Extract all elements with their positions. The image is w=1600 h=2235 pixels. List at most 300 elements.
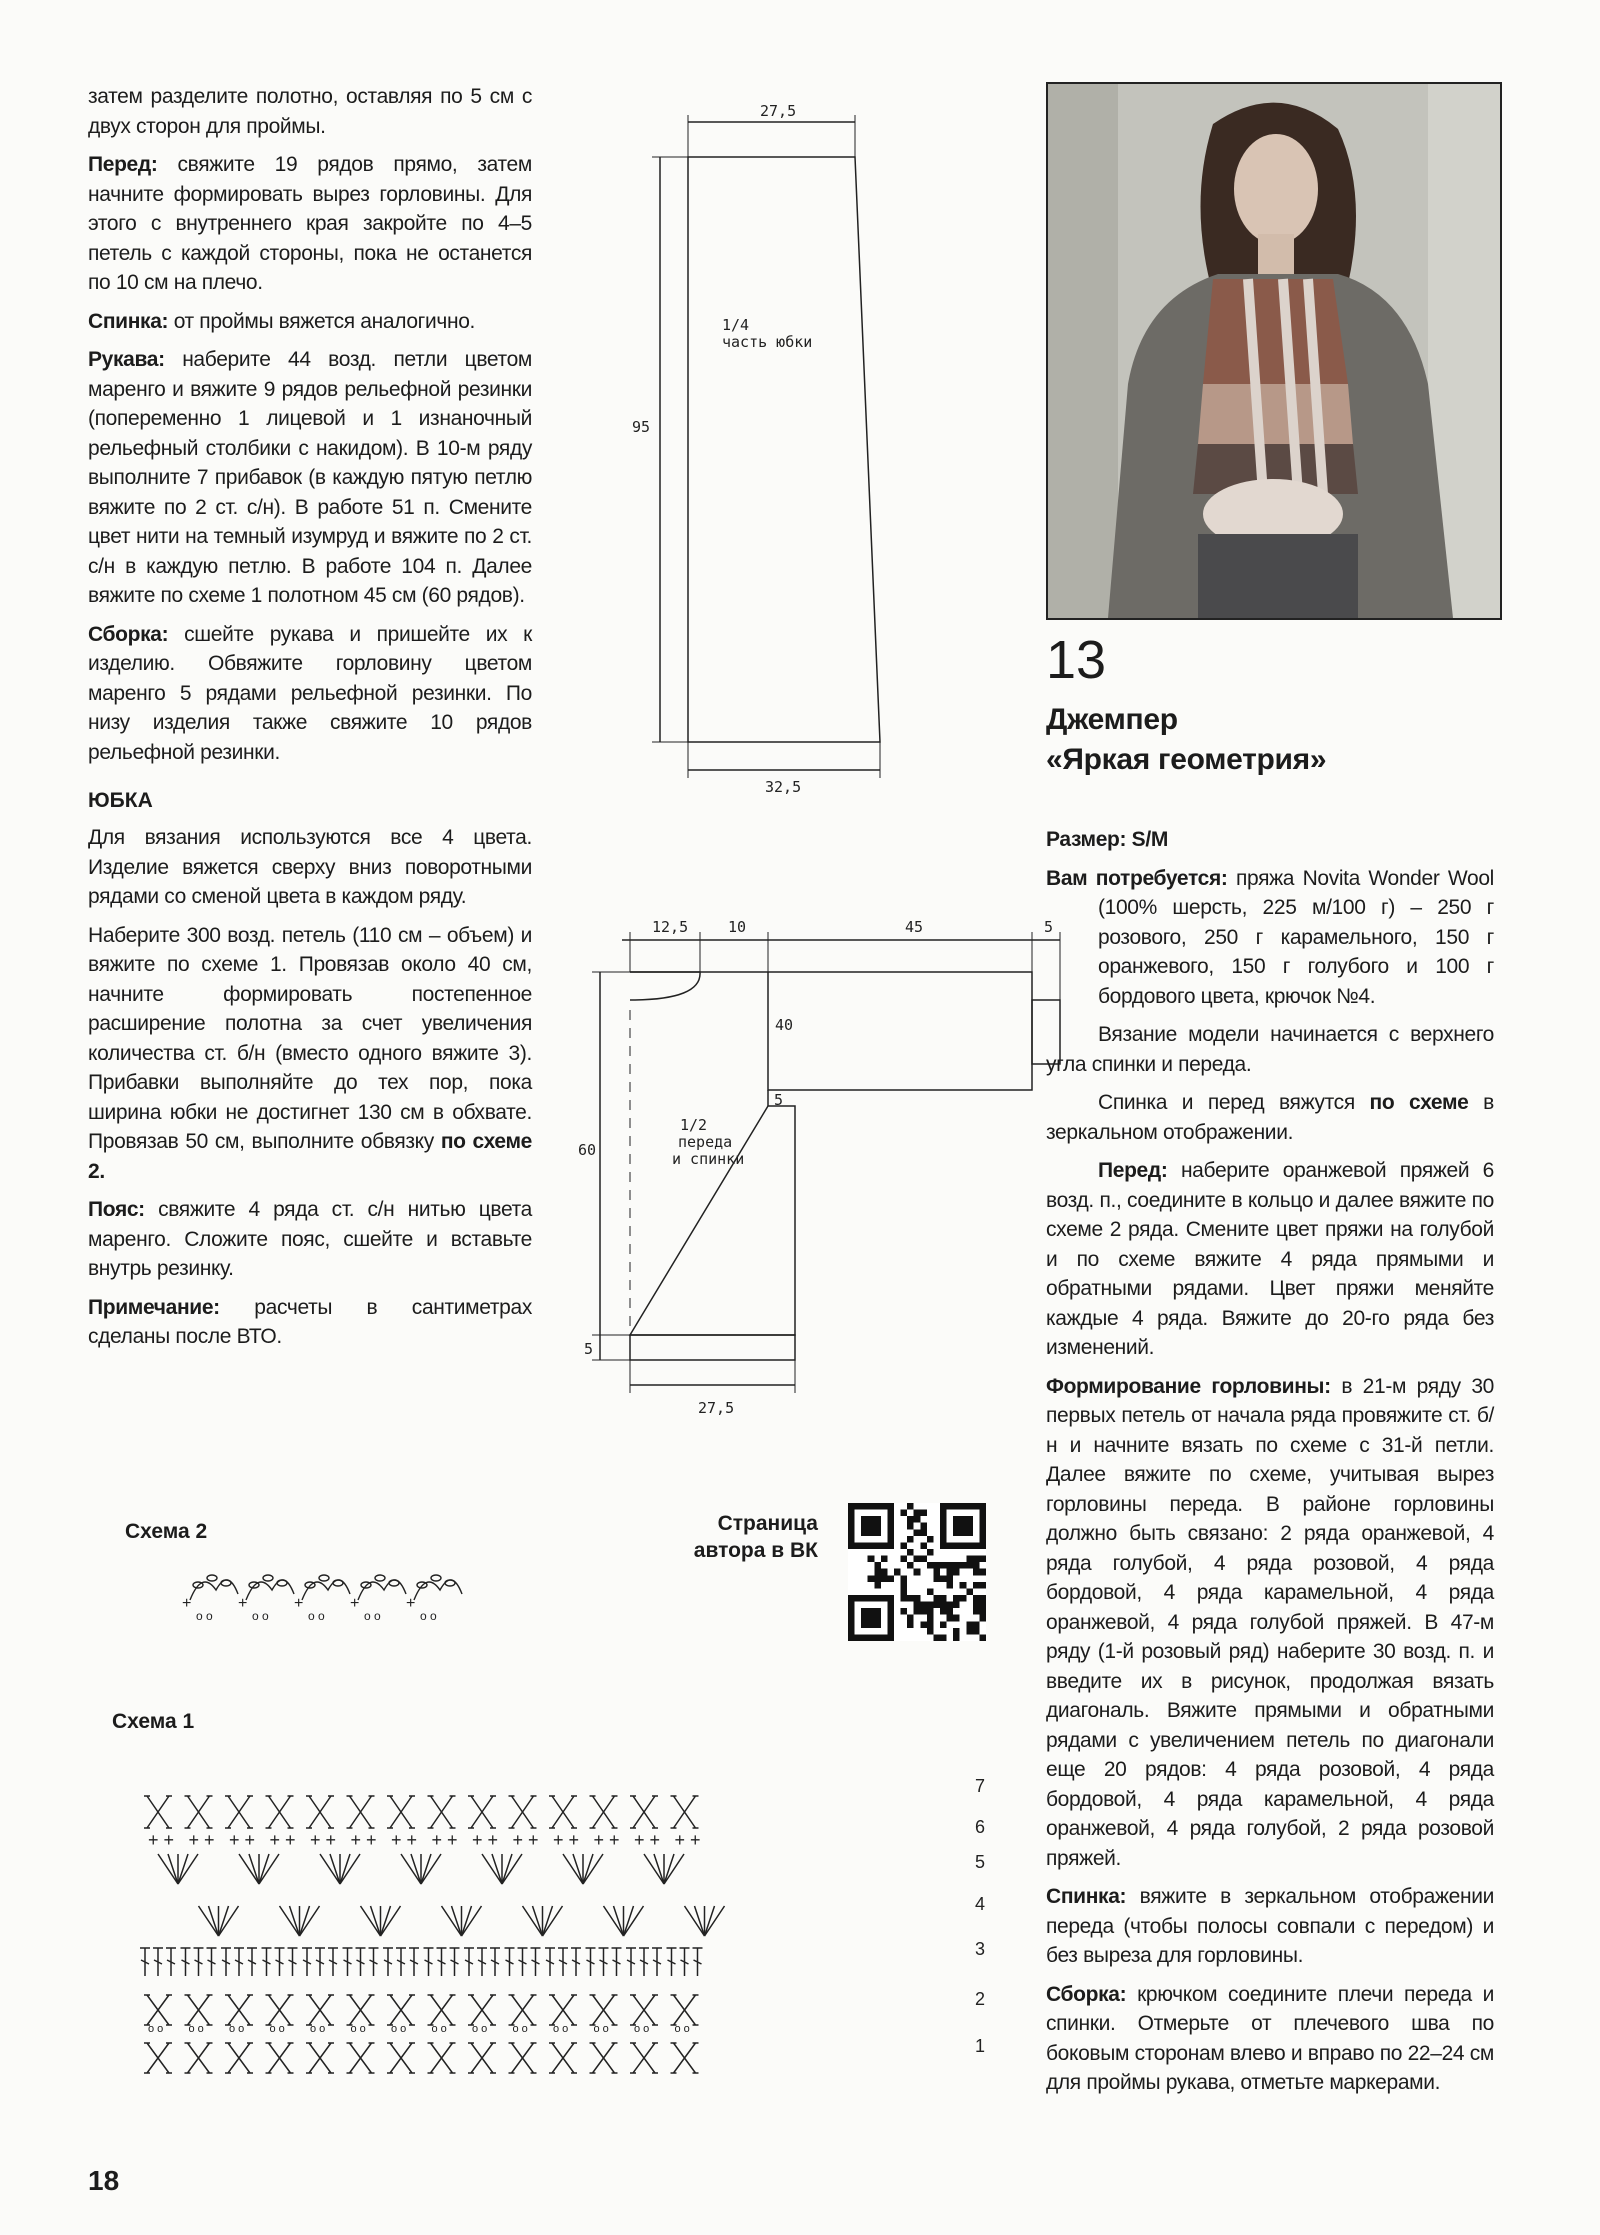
dc-symbol	[464, 1948, 474, 1976]
crossed-dc-symbol	[347, 1995, 375, 2025]
qr-module	[953, 1628, 960, 1635]
qr-module	[966, 1628, 973, 1635]
paragraph: Вязание модели начинается с верхнего угла спинки и переда.	[1046, 1023, 1494, 1076]
dc-symbol	[626, 1948, 636, 1976]
chain-symbol: o o	[269, 2023, 285, 2035]
qr-module	[973, 1569, 980, 1576]
crossed-dc-symbol	[509, 1796, 537, 1828]
qr-module	[907, 1503, 914, 1510]
dim-height: 95	[632, 418, 651, 436]
qr-module	[914, 1602, 921, 1609]
dc-symbol	[477, 1948, 487, 1976]
fan-stitch-symbol	[533, 1906, 543, 1936]
skirt-outline	[688, 157, 880, 742]
size-value: S/M	[1131, 828, 1168, 851]
chain-symbol	[319, 1575, 329, 1581]
chain-symbol: o o	[229, 2023, 245, 2035]
sc-symbol: +	[238, 1595, 248, 1612]
sc-symbol: + +	[269, 1830, 296, 1850]
text: свяжите 19 рядов прямо, затем начните формировать вырез горловины. Для этого с внутреннего края закройте по 4–5 петель с каждой стороны, пока не останется по 10 см на плечо.	[88, 153, 532, 294]
qr-module	[907, 1549, 914, 1556]
qr-module	[947, 1575, 954, 1582]
row-number: 5	[975, 1852, 986, 1872]
qr-module	[907, 1516, 914, 1523]
fan-stitch-symbol	[583, 1854, 603, 1884]
qr-module	[901, 1588, 908, 1595]
qr-module	[947, 1608, 954, 1615]
dc-symbol	[369, 1948, 379, 1976]
qr-module	[979, 1634, 986, 1641]
dc-symbol	[450, 1948, 460, 1976]
qr-module	[927, 1588, 934, 1595]
text: наберите 44 возд. петли цветом маренго и вяжите 9 рядов рельефной резинки (попеременно 1 лицевой и 1 изнаночный рельефный столбики с накидом). В 10-м ряду выполните 7 прибавок (в каждую пятую петлю вяжите по 2 ст. с/н). В работе 51 п. Смените цвет нити на темный изумруд и вяжите по 2 ст. с/н в каждую петлю. В работе 104 п. Далее вяжите по схеме 1 полотном 45 см (60 рядов).	[88, 348, 532, 607]
qr-module	[953, 1602, 960, 1609]
qr-module	[927, 1621, 934, 1628]
qr-module	[901, 1510, 908, 1517]
chain-symbol: o o	[350, 2023, 366, 2035]
chain-symbol: o o	[512, 2023, 528, 2035]
qr-module	[920, 1621, 927, 1628]
qr-module	[933, 1602, 940, 1609]
chain-symbol	[263, 1575, 273, 1581]
sc-symbol: +	[182, 1595, 192, 1612]
dc-symbol	[153, 1948, 163, 1976]
qr-module	[881, 1569, 888, 1576]
chain-symbol: o o	[310, 2023, 326, 2035]
qr-module	[940, 1602, 947, 1609]
qr-module	[973, 1621, 980, 1628]
dim-sleeve-height: 40	[775, 1016, 794, 1034]
qr-module	[933, 1595, 940, 1602]
row-number: 7	[975, 1776, 986, 1796]
crossed-dc-symbol	[387, 2043, 415, 2073]
qr-module	[927, 1628, 934, 1635]
fan-stitch-symbol	[219, 1906, 229, 1936]
text: крючком соедините плечи переда и спинки. Отмерьте от плечевого шва по боковым сторонам влево и вправо по 22–24 см для проймы рукава, отметьте маркерами.	[1046, 1982, 1494, 2094]
dc-symbol	[571, 1948, 581, 1976]
qr-module	[979, 1615, 986, 1622]
sc-symbol: + +	[431, 1830, 458, 1850]
label-assembly: Сборка:	[1046, 1982, 1127, 2006]
qr-module	[940, 1595, 947, 1602]
dc-symbol	[315, 1948, 325, 1976]
fan-stitch-symbol	[624, 1906, 644, 1936]
qr-module	[973, 1582, 980, 1589]
qr-module	[927, 1615, 934, 1622]
qr-module	[914, 1608, 921, 1615]
chain-symbol: o o	[148, 2023, 164, 2035]
label-back: Спинка:	[1046, 1885, 1127, 1908]
qr-module	[960, 1582, 967, 1589]
fan-stitch-symbol	[320, 1854, 340, 1884]
crossed-dc-symbol	[387, 1995, 415, 2025]
qr-module	[940, 1634, 947, 1641]
fan-stitch-symbol	[300, 1906, 320, 1936]
qr-module	[960, 1562, 967, 1569]
chain-symbol	[221, 1580, 231, 1586]
fan-stitch-symbol	[705, 1906, 725, 1936]
chain-symbol	[431, 1575, 441, 1581]
crossed-dc-symbol	[266, 2043, 294, 2073]
fan-stitch-symbol	[695, 1906, 705, 1936]
paragraph-back	[1046, 1882, 1494, 1971]
crossed-dc-symbol	[590, 2043, 618, 2073]
pattern-number: 13	[1046, 630, 1107, 690]
dc-symbol	[612, 1948, 622, 1976]
dc-symbol	[383, 1948, 393, 1976]
fan-stitch-symbol	[178, 1854, 188, 1884]
fan-stitch-symbol	[442, 1906, 462, 1936]
fan-stitch-symbol	[654, 1854, 664, 1884]
label-size: Размер:	[1046, 828, 1127, 851]
chain-symbol: o o	[674, 2023, 690, 2035]
qr-caption-line2: автора в ВК	[693, 1539, 818, 1562]
text: пряжа Novita Wonder Wool (100% шерсть, 225 м/100 г) – 250 г розового, 250 г карамельного, 150 г оранжевого, 150 г голубого и 100 г бордового цвета, крючок №4.	[1098, 866, 1494, 1008]
dc-symbol	[680, 1948, 690, 1976]
row-number: 4	[975, 1894, 986, 1914]
label-front: Перед:	[88, 153, 158, 176]
dim-bottom: 32,5	[765, 778, 802, 796]
chain-symbol	[375, 1575, 385, 1581]
dc-symbol	[490, 1948, 500, 1976]
dc-symbol	[207, 1948, 217, 1976]
rib-rect	[630, 1335, 795, 1360]
qr-module	[901, 1595, 908, 1602]
sweater-schematic	[592, 932, 1060, 1393]
qr-module	[979, 1602, 986, 1609]
crossed-dc-symbol	[347, 2043, 375, 2073]
fan-stitch-symbol	[259, 1854, 279, 1884]
qr-caption-line1: Страница	[717, 1512, 818, 1535]
qr-module	[927, 1608, 934, 1615]
chain-symbol: o o	[364, 1609, 381, 1623]
sc-symbol: + +	[593, 1830, 620, 1850]
materials-paragraph	[1046, 864, 1494, 1012]
qr-module	[953, 1595, 960, 1602]
qr-module	[940, 1621, 947, 1628]
fan-stitch-symbol	[462, 1906, 482, 1936]
dim-height: 60	[578, 1141, 597, 1159]
qr-module	[966, 1588, 973, 1595]
qr-module	[920, 1542, 927, 1549]
qr-module	[973, 1595, 980, 1602]
qr-module	[914, 1556, 921, 1563]
qr-module	[920, 1510, 927, 1517]
scheme-1-chart	[140, 1796, 725, 2073]
sc-symbol: + +	[148, 1830, 175, 1850]
fan-stitch-symbol	[604, 1906, 624, 1936]
chain-symbol: o o	[420, 1609, 437, 1623]
dim-sleeve: 45	[905, 918, 924, 936]
skirt-schematic	[652, 115, 880, 778]
dim-sleeve-under: 5	[774, 1091, 784, 1109]
fan-stitch-symbol	[664, 1854, 684, 1884]
qr-module	[933, 1634, 940, 1641]
qr-module	[907, 1523, 914, 1530]
crossed-dc-symbol	[468, 1995, 496, 2025]
fan-stitch-symbol	[199, 1906, 219, 1936]
crossed-dc-symbol	[428, 2043, 456, 2073]
fan-stitch-symbol	[168, 1854, 178, 1884]
crossed-dc-symbol	[387, 1796, 415, 1828]
fan-stitch-symbol	[411, 1854, 421, 1884]
dim-cuff: 5	[1044, 918, 1054, 936]
crossed-dc-symbol	[266, 1796, 294, 1828]
qr-module	[940, 1608, 947, 1615]
sc-symbol: + +	[674, 1830, 701, 1850]
qr-module	[901, 1542, 908, 1549]
crossed-dc-symbol	[590, 1796, 618, 1828]
fan-stitch-symbol	[664, 1854, 674, 1884]
qr-module	[887, 1575, 894, 1582]
fan-stitch-symbol	[300, 1906, 310, 1936]
fan-stitch-symbol	[492, 1854, 502, 1884]
qr-module	[953, 1615, 960, 1622]
qr-module	[933, 1569, 940, 1576]
text: наберите оранжевой пряжей 6 возд. п., соедините в кольцо и далее вяжите по схеме 2 ряда. Смените цвет пряжи на голубой и по схеме вяжите 4 ряда прямыми и обратными рядами. Цвет пряжи меняйте каждые 4 ряда. Вяжите до 20-го ряда без изменений.	[1046, 1159, 1494, 1359]
label-belt: Пояс:	[88, 1198, 145, 1221]
chain-symbol: o o	[196, 1609, 213, 1623]
qr-module	[927, 1549, 934, 1556]
label-back: Спинка:	[88, 309, 169, 333]
row-number: 3	[975, 1939, 986, 1959]
qr-module	[914, 1516, 921, 1523]
scheme-ref: по схеме	[1369, 1091, 1469, 1114]
paragraph-assembly	[1046, 1980, 1494, 2098]
chain-symbol: o o	[391, 2023, 407, 2035]
qr-module	[920, 1556, 927, 1563]
qr-module	[874, 1575, 881, 1582]
model-photo-illustration	[1048, 84, 1500, 618]
dim-bottom: 27,5	[698, 1399, 735, 1417]
fan-stitch-symbol	[573, 1854, 583, 1884]
fan-stitch-symbol	[290, 1906, 300, 1936]
fan-stitch-symbol	[462, 1906, 472, 1936]
crossed-dc-symbol	[590, 1995, 618, 2025]
dc-symbol	[275, 1948, 285, 1976]
crossed-dc-symbol	[549, 2043, 577, 2073]
qr-module	[933, 1575, 940, 1582]
fan-stitch-symbol	[249, 1854, 259, 1884]
crossed-dc-symbol	[185, 2043, 213, 2073]
sweater-label-line2: переда	[678, 1133, 733, 1151]
qr-module	[973, 1556, 980, 1563]
dc-symbol	[396, 1948, 406, 1976]
dc-symbol	[531, 1948, 541, 1976]
dc-symbol	[181, 1948, 191, 1976]
dc-symbol	[234, 1948, 244, 1976]
dc-symbol	[599, 1948, 609, 1976]
qr-module	[920, 1529, 927, 1536]
fan-stitch-symbol	[259, 1854, 269, 1884]
label-materials: Вам потребуется:	[1046, 866, 1228, 890]
text: Спинка и перед вяжутся	[1098, 1091, 1355, 1114]
dc-symbol	[639, 1948, 649, 1976]
fan-stitch-symbol	[361, 1906, 381, 1936]
qr-module	[947, 1562, 954, 1569]
dc-symbol	[356, 1948, 366, 1976]
scheme-2-title: Схема 2	[125, 1520, 208, 1543]
qr-module	[960, 1595, 967, 1602]
fan-stitch-symbol	[209, 1906, 219, 1936]
dim-rib: 5	[584, 1340, 594, 1358]
text: расчеты в сантиметрах сделаны после ВТО.	[88, 1295, 532, 1348]
crossed-dc-symbol	[225, 1796, 253, 1828]
crossed-dc-symbol	[306, 1995, 334, 2025]
chain-symbol	[277, 1580, 287, 1586]
size-line	[1046, 825, 1494, 855]
crossed-dc-symbol	[630, 1796, 658, 1828]
qr-module	[874, 1582, 881, 1589]
fan-stitch-symbol	[624, 1906, 634, 1936]
crossed-dc-symbol	[185, 1796, 213, 1828]
qr-module	[947, 1602, 954, 1609]
qr-module	[947, 1615, 954, 1622]
qr-module	[979, 1556, 986, 1563]
fan-stitch-symbol	[502, 1854, 522, 1884]
dc-symbol	[328, 1948, 338, 1976]
qr-module	[881, 1556, 888, 1563]
crossed-dc-symbol	[306, 1796, 334, 1828]
dc-symbol	[262, 1948, 272, 1976]
sc-symbol: + +	[350, 1830, 377, 1850]
qr-module	[973, 1562, 980, 1569]
text: вяжите в зеркальном отображении переда (чтобы полосы совпали с передом) и без выреза для горловины.	[1046, 1885, 1494, 1967]
qr-module	[966, 1556, 973, 1563]
paragraph	[1046, 1088, 1494, 1147]
qr-module	[927, 1602, 934, 1609]
qr-module	[868, 1556, 875, 1563]
pattern-title	[1046, 700, 1326, 780]
qr-module	[973, 1628, 980, 1635]
label-neckline: Формирование горловины:	[1046, 1374, 1331, 1398]
fan-stitch-symbol	[644, 1854, 664, 1884]
dc-symbol	[194, 1948, 204, 1976]
dc-symbol	[140, 1948, 150, 1976]
qr-module	[907, 1562, 914, 1569]
qr-module	[920, 1523, 927, 1530]
text: Наберите 300 возд. петель (110 см – объем) и вяжите по схеме 1. Провязав около 40 см, начните формировать постепенное расширение полотна за счет увеличения количества ст. б/н (вместо одного вяжите 3). Прибавки выполняйте до тех пор, пока ширина юбки не достигнет 130 см в обхвате. Провязав 50 см, выполните обвязку	[88, 923, 532, 1153]
model-photo	[1046, 82, 1502, 620]
fan-stitch-symbol	[381, 1906, 401, 1936]
qr-finder	[861, 1608, 881, 1628]
text: от проймы вяжется аналогично.	[173, 309, 476, 333]
fan-stitch-symbol	[158, 1854, 178, 1884]
qr-module	[874, 1562, 881, 1569]
qr-module	[927, 1536, 934, 1543]
fan-stitch-symbol	[340, 1854, 360, 1884]
qr-module	[920, 1602, 927, 1609]
fan-stitch-symbol	[280, 1906, 300, 1936]
text: сшейте рукава и пришейте их к изделию. Обвяжите горловину цветом маренго 5 рядами рельефной резинки. По низу изделия также свяжите 10 рядов рельефной резинки.	[88, 622, 532, 764]
fan-stitch-symbol	[219, 1906, 239, 1936]
qr-module	[914, 1529, 921, 1536]
dc-symbol	[505, 1948, 515, 1976]
sc-symbol: + +	[634, 1830, 661, 1850]
dc-symbol	[302, 1948, 312, 1976]
title-line2: «Яркая геометрия»	[1046, 743, 1327, 776]
label-note: Примечание:	[88, 1295, 220, 1319]
crossed-dc-symbol	[630, 2043, 658, 2073]
sweater-label-fraction: 1/2	[680, 1116, 708, 1134]
dc-symbol	[343, 1948, 353, 1976]
qr-module	[933, 1562, 940, 1569]
scheme-1-row-numbers	[975, 1776, 985, 2056]
qr-module	[966, 1621, 973, 1628]
row-number: 6	[975, 1817, 986, 1837]
section-heading-skirt: ЮБКА	[88, 789, 153, 812]
qr-code[interactable]	[848, 1503, 986, 1641]
fan-stitch-symbol	[330, 1854, 340, 1884]
crossed-dc-symbol	[671, 1995, 699, 2025]
crossed-dc-symbol	[630, 1995, 658, 2025]
dc-symbol	[545, 1948, 555, 1976]
qr-module	[881, 1575, 888, 1582]
fan-stitch-symbol	[239, 1854, 259, 1884]
sc-symbol: + +	[188, 1830, 215, 1850]
sc-symbol: + +	[310, 1830, 337, 1850]
qr-module	[907, 1595, 914, 1602]
text: в 21-м ряду 30 первых петель от начала ряда провяжите ст. б/н и начните вязать по схеме с 31-й петли. Далее вяжите по схеме, учитывая вырез горловины переда. В районе горловины должно быть связано: 2 ряда оранжевой, 4 ряда голубой, 4 ряда розовой, 4 ряда бордовой, 4 ряда карамельной, 4 ряда оранжевой, 4 ряда голубой пряжей. В 47-м ряду (1-й розовый ряд) наберите 30 возд. п. и введите их в рисунок, продолжая вязать диагональ. Вяжите прямыми и обратными рядами с увеличением петель по диагонали еще 20 рядов: 4 ряда розовой, 4 ряда бордовой, 4 ряда карамельной, 4 ряда оранжевой, 4 ряда голубой, 2 ряда розовой пряжей.	[1046, 1374, 1494, 1870]
dc-symbol	[667, 1948, 677, 1976]
fan-stitch-symbol	[563, 1854, 583, 1884]
row-number: 1	[975, 2036, 986, 2056]
fan-stitch-symbol	[614, 1906, 624, 1936]
qr-module	[914, 1595, 921, 1602]
scheme-1-title: Схема 1	[112, 1710, 195, 1733]
fan-stitch-symbol	[421, 1854, 431, 1884]
crossed-dc-symbol	[306, 2043, 334, 2073]
paragraph-front	[1046, 1156, 1494, 1363]
skirt-label-text: часть юбки	[722, 333, 813, 351]
qr-module	[894, 1569, 901, 1576]
dc-symbol	[288, 1948, 298, 1976]
dc-symbol	[558, 1948, 568, 1976]
fan-stitch-symbol	[421, 1854, 441, 1884]
qr-module	[901, 1575, 908, 1582]
qr-module	[947, 1569, 954, 1576]
fan-stitch-symbol	[705, 1906, 715, 1936]
dc-symbol	[247, 1948, 257, 1976]
qr-finder	[953, 1516, 973, 1536]
fan-stitch-symbol	[340, 1854, 350, 1884]
chain-symbol: o o	[553, 2023, 569, 2035]
qr-finder	[861, 1516, 881, 1536]
crossed-dc-symbol	[468, 1796, 496, 1828]
crossed-dc-symbol	[144, 1995, 172, 2025]
dc-symbol	[437, 1948, 447, 1976]
dc-symbol	[586, 1948, 596, 1976]
crossed-dc-symbol	[225, 1995, 253, 2025]
chain-symbol: o o	[431, 2023, 447, 2035]
right-column	[1046, 825, 1494, 2107]
crossed-dc-symbol	[266, 1995, 294, 2025]
qr-module	[966, 1562, 973, 1569]
qr-module	[973, 1608, 980, 1615]
title-line1: Джемпер	[1046, 703, 1178, 736]
crossed-dc-symbol	[428, 1995, 456, 2025]
sc-symbol: + +	[512, 1830, 539, 1850]
neckline-curve	[630, 972, 700, 1000]
sc-symbol: + +	[553, 1830, 580, 1850]
qr-module	[979, 1608, 986, 1615]
qr-module	[920, 1608, 927, 1615]
text: свяжите 4 ряда ст. с/н нитью цвета маренго. Сложите пояс, сшейте и вставьте внутрь резинку.	[88, 1198, 532, 1280]
crossed-dc-symbol	[225, 2043, 253, 2073]
dc-symbol	[221, 1948, 231, 1976]
dc-symbol	[693, 1948, 703, 1976]
scheme-ref: по схеме 2.	[88, 1130, 532, 1183]
